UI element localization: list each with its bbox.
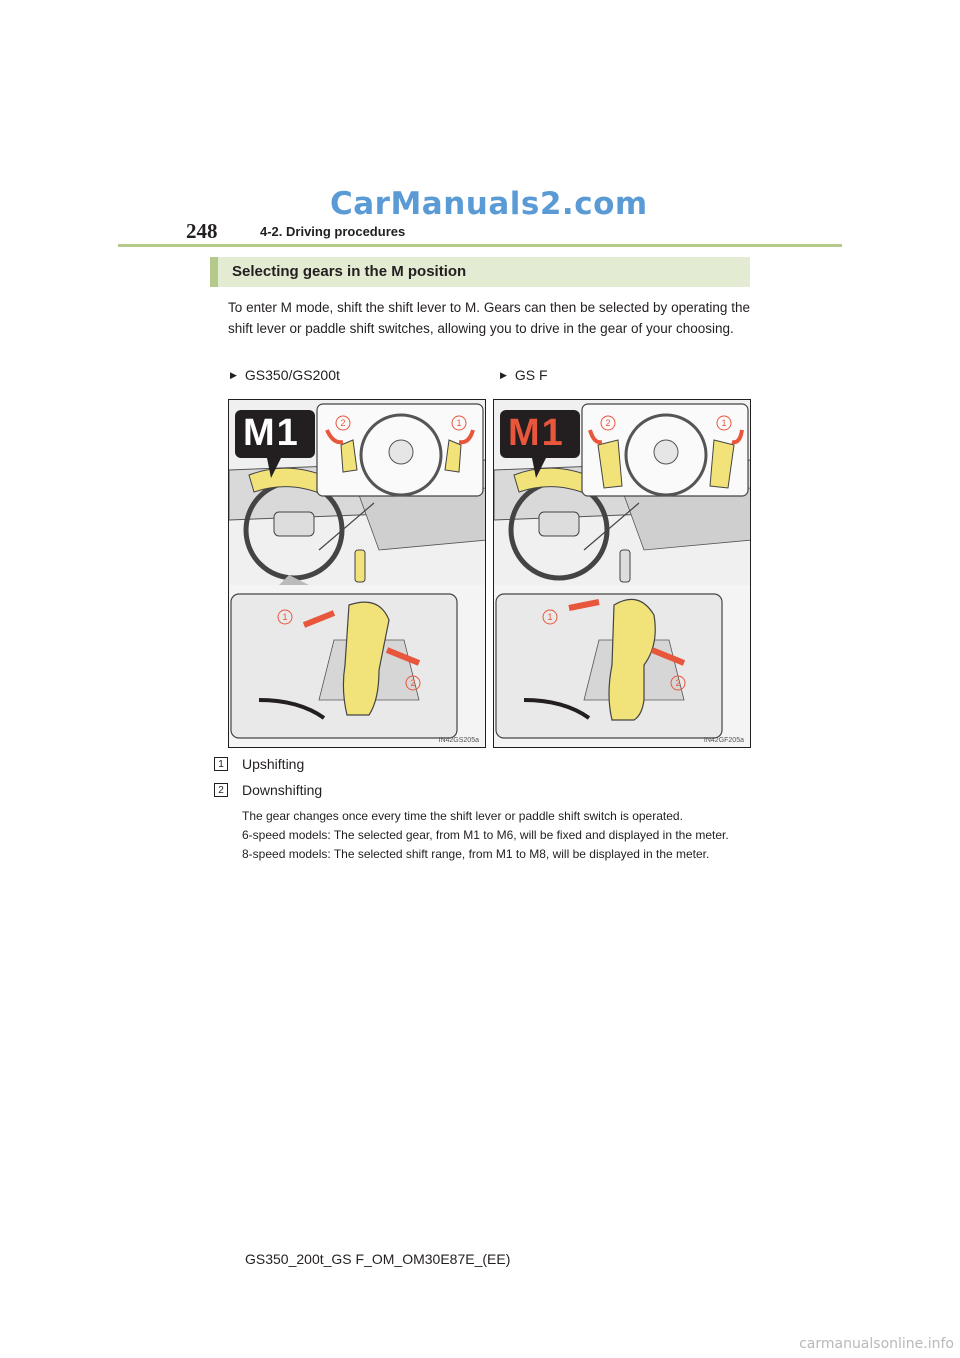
legend-item-upshifting xyxy=(214,756,304,772)
section-heading xyxy=(210,257,750,287)
callout-2: 2 xyxy=(340,418,346,428)
legend-label: Upshifting xyxy=(242,756,305,772)
m1-display: M1 xyxy=(243,412,300,454)
figure-code: IN42GS205a xyxy=(438,737,479,744)
header-rule xyxy=(118,244,842,247)
section-label: 4-2. Driving procedures xyxy=(260,224,406,239)
callout-2: 2 xyxy=(605,418,611,428)
figure-gs350 xyxy=(228,399,486,748)
heading-text: Selecting gears in the M position xyxy=(232,263,467,280)
m1-display: M1 xyxy=(508,412,565,454)
intro-paragraph: To enter M mode, shift the shift lever to M. Gears can then be selected by operating the shift lever or paddle shift switches, allowing you to drive in the gear of your choosing. xyxy=(228,300,750,336)
callout-2: 2 xyxy=(675,678,681,688)
note-item: 8-speed models: The selected shift range, from M1 to M8, will be displayed in the meter. xyxy=(242,847,710,861)
notes xyxy=(242,809,746,866)
note-item: The gear changes once every time the shift lever or paddle shift switch is operated. xyxy=(242,809,683,823)
figure-code: IN42GF205a xyxy=(703,737,744,744)
watermark-logo: CarManuals2.com xyxy=(330,186,648,222)
callout-2: 2 xyxy=(410,678,416,688)
legend-label: Downshifting xyxy=(242,782,323,798)
callout-1: 1 xyxy=(282,612,288,622)
figure-gsf xyxy=(493,399,751,748)
variant-label-gs350: ▶ GS350/GS200t xyxy=(230,367,340,383)
watermark-bottom: carmanualsonline.info xyxy=(799,1336,954,1352)
variant-label-gsf: ▶ GS F xyxy=(500,367,548,383)
triangle-bullet-icon: ▶ xyxy=(500,369,507,380)
callout-1: 1 xyxy=(456,418,462,428)
triangle-bullet-icon: ▶ xyxy=(230,369,237,380)
note-item: 6-speed models: The selected gear, from M1 to M6, will be fixed and displayed in the meter. xyxy=(242,828,729,842)
page-number: 248 xyxy=(186,219,218,243)
footer-model-code: GS350_200t_GS F_OM_OM30E87E_(EE) xyxy=(245,1251,511,1267)
callout-1: 1 xyxy=(721,418,727,428)
callout-1: 1 xyxy=(547,612,553,622)
legend-number: 2 xyxy=(214,783,228,797)
legend-item-downshifting xyxy=(214,782,322,798)
legend-number: 1 xyxy=(214,757,228,771)
